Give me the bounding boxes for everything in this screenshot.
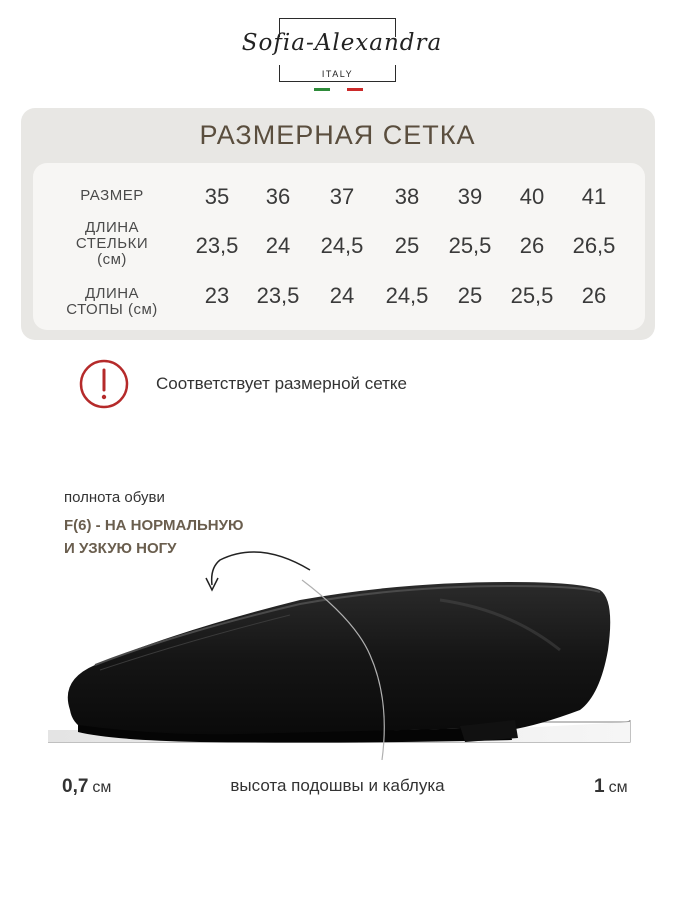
- fit-value-line: И УЗКУЮ НОГУ: [64, 540, 177, 557]
- size-cell: 40: [519, 184, 545, 209]
- insole-cell: 24,5: [320, 233, 364, 258]
- insole-cell: 26: [519, 233, 545, 258]
- sole-max-height: [594, 776, 628, 798]
- row-label-line: РАЗМЕР: [80, 187, 144, 204]
- foot-cell: 24: [329, 283, 355, 308]
- flag-red-stripe: [347, 88, 363, 91]
- fit-value-line: F(6) - НА НОРМАЛЬНУЮ: [64, 517, 244, 534]
- brand-country: ITALY: [321, 69, 354, 79]
- foot-cell: 23,5: [256, 283, 300, 308]
- sole-height-caption: высота подошвы и каблука: [230, 776, 445, 795]
- insole-cell: 23,5: [195, 233, 239, 258]
- row-label-size: [52, 188, 172, 204]
- sole-max-unit: см: [608, 779, 628, 796]
- flag-green-stripe: [314, 88, 330, 91]
- size-chart-title: РАЗМЕРНАЯ СЕТКА: [199, 120, 476, 150]
- row-label-line: ДЛИНА: [84, 219, 140, 236]
- size-cell: 37: [329, 184, 355, 209]
- brand-logo-script: Sofia-Alexandra: [241, 30, 443, 56]
- exclamation-circle-icon: [78, 358, 130, 410]
- size-cell: 38: [394, 184, 420, 209]
- size-cell: 41: [581, 184, 607, 209]
- row-label-line: СТОПЫ (см): [66, 301, 158, 318]
- foot-cell: 24,5: [385, 283, 429, 308]
- fit-label: полнота обуви: [64, 489, 165, 506]
- sole-min-unit: см: [92, 779, 112, 796]
- insole-cell: 26,5: [572, 233, 616, 258]
- row-label-line: СТЕЛЬКИ: [75, 235, 149, 252]
- foot-cell: 25: [457, 283, 483, 308]
- shoe-illustration: [40, 560, 640, 760]
- insole-cell: 24: [265, 233, 291, 258]
- sole-min-value: 0,7: [62, 776, 89, 797]
- row-label-line: (см): [97, 251, 127, 268]
- foot-cell: 26: [581, 283, 607, 308]
- size-cell: 36: [265, 184, 291, 209]
- row-label-insole-length: [52, 220, 172, 268]
- row-label-line: ДЛИНА: [84, 285, 140, 302]
- insole-cell: 25,5: [448, 233, 492, 258]
- size-fit-notice: Соответствует размерной сетке: [156, 374, 408, 393]
- row-label-foot-length: [52, 286, 172, 318]
- insole-cell: 25: [394, 233, 420, 258]
- foot-cell: 23: [204, 283, 230, 308]
- size-cell: 35: [204, 184, 230, 209]
- foot-cell: 25,5: [510, 283, 554, 308]
- size-cell: 39: [457, 184, 483, 209]
- sole-max-value: 1: [594, 776, 605, 797]
- fit-arrow-icon: [200, 540, 320, 600]
